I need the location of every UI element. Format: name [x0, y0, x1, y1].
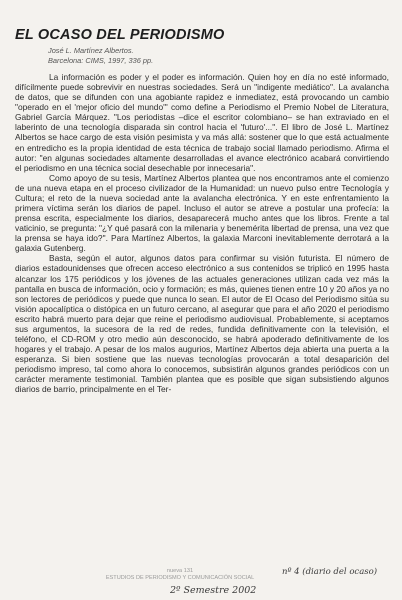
article-byline [48, 46, 153, 66]
page-footer [90, 568, 270, 582]
body-paragraph-1: La información es poder y el poder es información. Quien hoy en día no esté informado, difícilmente puede sobrevivir en nuestras sociedades. Será un "indigente mediático". La avalancha de datos, que se difunden con una agobiante rapidez e inmediatez, está provocando un cambio "operado en el 'mejor oficio del mundo'" como define a Periodismo el Premio Nobel de Literatura, Gabriel García Márquez. "Los periodistas –dice el escritor colombiano– se han extraviado en el laberinto de una tecnología disparada sin control hacia el 'futuro'...". El libro de José L. Martínez Albertos se hace cargo de esta visión pesimista y va más allá: sostener que lo que está actualmente en entredicho es la propia identidad de esta técnica de trabajo social llamado periodismo. Afirma el autor: "en algunas sociedades altamente desarrolladas el avance electrónico acabará convirtiendo el periodismo en una técnica social desechable por innecesaria". [15, 72, 389, 173]
handwritten-date: 2º Semestre 2002 [170, 585, 257, 596]
publication-info: Barcelona: CIMS, 1997, 336 pp. [48, 56, 154, 65]
journal-series: ESTUDIOS DE PERIODISMO Y COMUNICACIÓN SOCIAL [105, 575, 255, 581]
article-title: EL OCASO DEL PERIODISMO [15, 27, 225, 43]
body-paragraph-3: Basta, según el autor, algunos datos para confirmar su visión futurista. El número de diarios estadounidenses que ofrecen acceso electrónico a sus contenidos se triplicó en 1995 hasta alcanzar los 175 periódicos y los jóvenes de las actuales generaciones utilizan cada vez más la pantalla en busca de información, ocio y formación; es más, quienes tienen entre 10 y 20 años ya no son lectores de periódicos y puede que nunca lo sean. El autor de El Ocaso del Periodismo sitúa su visión apocalíptica o distópica en un futuro cercano, al asegurar que para el año 2020 el periodismo escrito habrá muerto para dejar que reine el periodismo audiovisual. Probablemente, si aceptamos sus argumentos, la sucesora de la red de redes, fundida definitivamente con la televisión, el teléfono, el CD-ROM y otro medio aún desconocido, se habrá apoderado definitivamente de los hogares y el trabajo. A pesar de los malos augurios, Martínez Albertos deja abierta una puerta a la esperanza. Si bien sostiene que las nuevas tecnologías provocarán a total desaparición del periodismo impreso, tal como ahora lo conocemos, subsistirán algunos grandes periódicos con un carácter meramente testimonial. También plantea que es posible que sigan subsistiendo algunos diarios de barrio, principalmente en el Ter- [15, 253, 389, 395]
page-number: nueva 131 [166, 568, 194, 574]
body-paragraph-2: Como apoyo de su tesis, Martínez Albertos plantea que nos encontramos ante el comienzo de una nueva etapa en el proceso civilizador de la Humanidad: un nuevo pulso entre Tecnología y Cultura; el reto de la nueva sociedad ante la avalancha electrónica. Y en este enfrentamiento la primera víctima serán los diarios de papel. Incluso el autor se atreve a postular una profecía: la prensa escrita, especialmente los diarios, desaparecerá mucho antes que los libros. Frente a tal vaticinio, se pregunta: "¿Y qué pasará con la milenaria y benemérita libertad de prensa, una vez que la prensa se haya ido?". Para Martínez Albertos, la galaxia Marconi inevitablemente derrotará a la galaxia Gutenberg. [15, 172, 389, 254]
author-name: José L. Martínez Albertos. [48, 46, 134, 55]
article-body [15, 72, 389, 395]
handwritten-note: nº 4 (diario del ocaso) [282, 567, 378, 577]
